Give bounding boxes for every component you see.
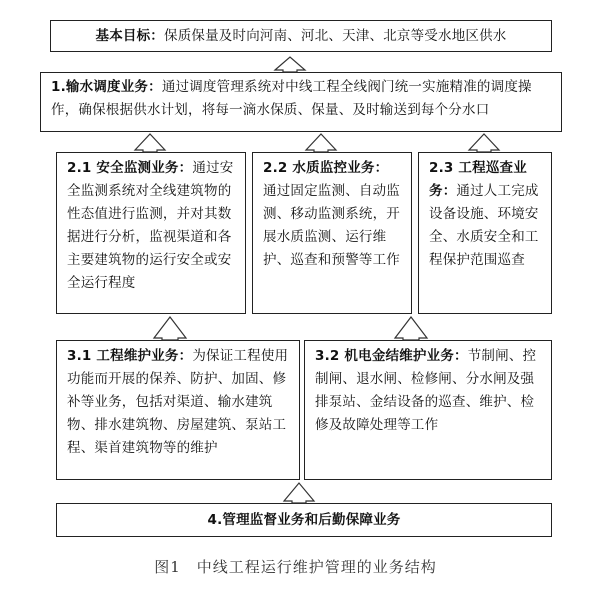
engineering-maintenance-text: 为保证工程使用功能而开展的保养、防护、加固、修补等业务，包括对渠道、输水建筑物、排水建筑物、房屋建筑、泵站工程、渠首建筑物等的维护 <box>67 348 289 456</box>
water-quality-label: 2.2 水质监控业务： <box>263 160 389 176</box>
up-arrow-icon <box>275 57 305 72</box>
engineering-maintenance-label: 3.1 工程维护业务： <box>67 348 193 364</box>
up-arrow-icon <box>306 134 336 152</box>
inspection-text: 通过人工完成设备设施、环境安全、水质安全和工程保护范围巡查 <box>429 183 539 268</box>
electromechanical-maintenance-label: 3.2 机电金结维护业务： <box>315 348 468 364</box>
up-arrow-icon <box>469 134 499 152</box>
inspection-label: 2.3 工程巡查业务： <box>429 160 527 199</box>
water-quality-text: 通过固定监测、自动监测、移动监测系统，开展水质监测、运行维护、巡查和预警等工作 <box>263 183 400 268</box>
up-arrow-icon <box>395 317 427 340</box>
dispatch-text: 通过调度管理系统对中线工程全线阀门统一实施精准的调度操作，确保根据供水计划，将每一滴水保质、保量、及时输送到每个分水口 <box>51 79 532 118</box>
support-label: 4.管理监督业务和后勤保障业务 <box>207 511 401 528</box>
figure-caption: 图1 中线工程运行维护管理的业务结构 <box>154 558 437 576</box>
safety-monitoring-label: 2.1 安全监测业务： <box>67 160 193 176</box>
dispatch-label: 1.输水调度业务： <box>51 79 162 95</box>
up-arrow-icon <box>154 317 186 340</box>
safety-monitoring-text: 通过安全监测系统对全线建筑物的性态值进行监测，并对其数据进行分析，监视渠道和各主要建筑物的运行安全或安全运行程度 <box>67 160 234 291</box>
goal-label: 基本目标： <box>95 27 164 44</box>
up-arrow-icon <box>135 134 165 152</box>
electromechanical-maintenance-text: 节制闸、控制闸、退水闸、检修闸、分水闸及强排泵站、金结设备的巡查、维护、检修及故障处理等工作 <box>315 348 537 433</box>
goal-text: 保质保量及时向河南、河北、天津、北京等受水地区供水 <box>164 27 507 44</box>
up-arrow-icon <box>284 483 314 503</box>
